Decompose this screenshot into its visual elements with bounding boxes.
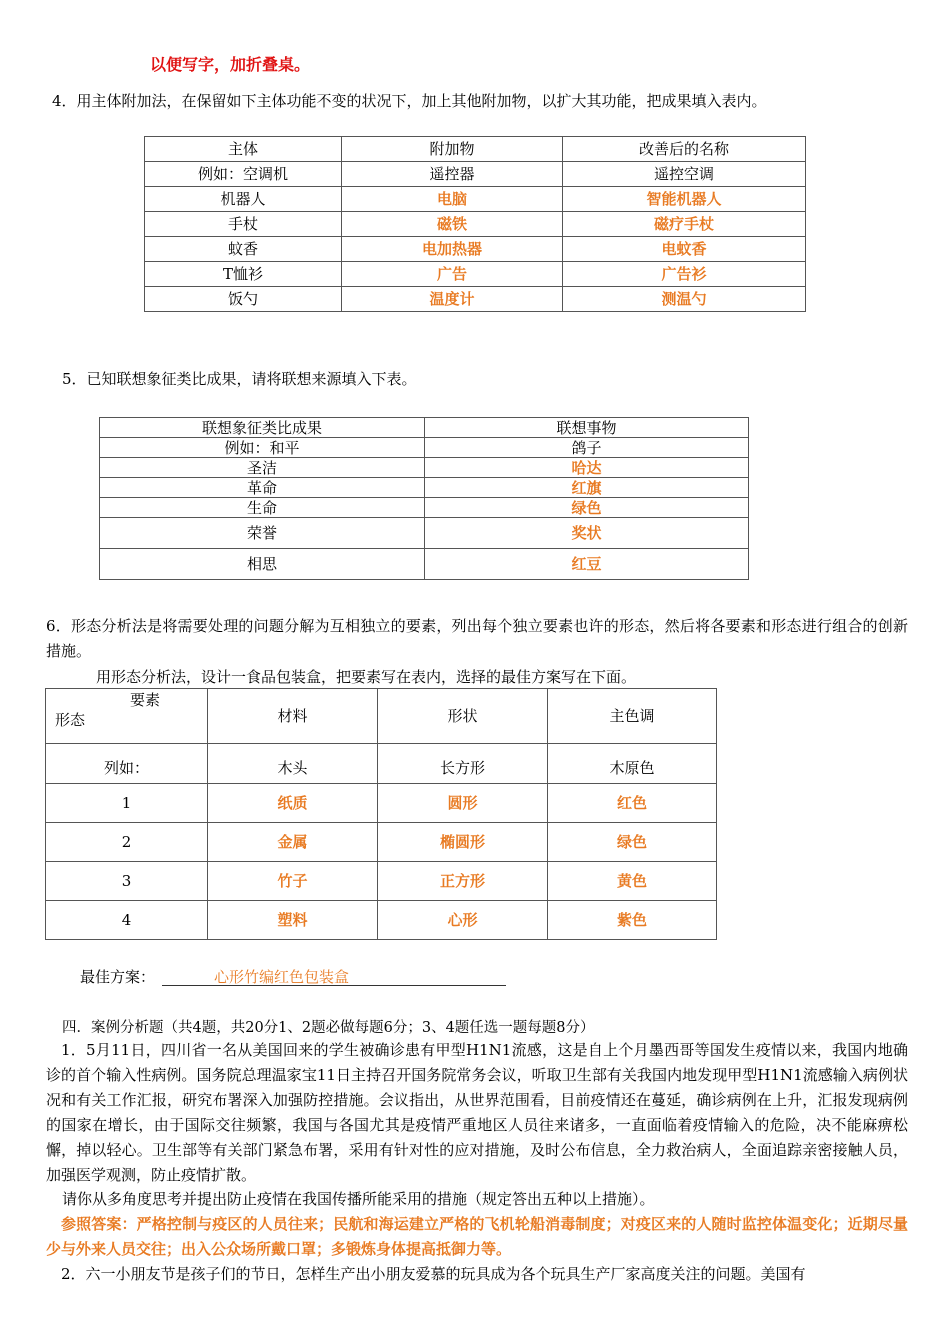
q5-answer-cell: 绿色	[425, 498, 749, 518]
q5-answer-cell: 哈达	[425, 458, 749, 478]
q4-answer-cell: 测温勺	[563, 287, 806, 312]
q5-row	[100, 549, 749, 580]
q4-row	[145, 212, 806, 237]
q4-cell: 遥控器	[342, 162, 563, 187]
q4-answer-cell: 磁疗手杖	[563, 212, 806, 237]
q6-answer-cell: 塑料	[208, 901, 378, 940]
q4-row	[145, 187, 806, 212]
q6-cell: 1	[46, 784, 208, 823]
q4-cell: 饭勺	[145, 287, 342, 312]
q6-answer-cell: 椭圆形	[378, 823, 548, 862]
q4-header-addon: 附加物	[342, 137, 563, 162]
q5-example-row	[100, 438, 749, 458]
q4-header-subject: 主体	[145, 137, 342, 162]
q5-cell: 生命	[100, 498, 425, 518]
q5-row	[100, 458, 749, 478]
q6-header-shape: 形状	[378, 689, 548, 744]
q4-answer-cell: 智能机器人	[563, 187, 806, 212]
q4-answer-cell: 磁铁	[342, 212, 563, 237]
q4-answer-cell: 广告	[342, 262, 563, 287]
q5-table	[99, 417, 749, 580]
q5-cell: 例如：和平	[100, 438, 425, 458]
best-plan-answer: 心形竹编红色包装盒	[214, 968, 350, 986]
q6-example-row	[46, 744, 717, 784]
section4-heading: 四．案例分析题（共4题，共20分1、2题必做每题6分；3、4题任选一题每题8分）	[62, 1020, 595, 1036]
q5-cell: 相思	[100, 549, 425, 580]
q6-row	[46, 862, 717, 901]
q6-answer-cell: 圆形	[378, 784, 548, 823]
q5-question: 5．已知联想象征类比成果，请将联想来源填入下表。	[62, 370, 417, 388]
top-line: 以便写字，加折叠桌。	[150, 55, 311, 74]
q4-row	[145, 237, 806, 262]
q6-answer-cell: 正方形	[378, 862, 548, 901]
q6-answer-cell: 心形	[378, 901, 548, 940]
q4-row	[145, 262, 806, 287]
q6-corner-forms: 形态	[55, 711, 86, 729]
q4-cell: 蚊香	[145, 237, 342, 262]
q4-row	[145, 287, 806, 312]
q5-answer-cell: 奖状	[425, 518, 749, 549]
q5-row	[100, 478, 749, 498]
q4-cell: 机器人	[145, 187, 342, 212]
q4-table	[144, 136, 806, 312]
q6-answer-cell: 金属	[208, 823, 378, 862]
q4-example-row	[145, 162, 806, 187]
q6-corner-cell	[46, 689, 208, 744]
q6-row	[46, 823, 717, 862]
q6-row	[46, 901, 717, 940]
q5-cell: 荣誉	[100, 518, 425, 549]
q6-cell: 长方形	[378, 744, 548, 784]
q4-cell: T恤衫	[145, 262, 342, 287]
q5-row	[100, 498, 749, 518]
q4-answer-cell: 电蚊香	[563, 237, 806, 262]
q6-row	[46, 784, 717, 823]
q6-answer-cell: 纸质	[208, 784, 378, 823]
q6-instruction: 用形态分析法，设计一食品包装盒，把要素写在表内，选择的最佳方案写在下面。	[96, 668, 637, 686]
q5-header-result: 联想象征类比成果	[100, 418, 425, 438]
case1-answer: 参照答案：严格控制与疫区的人员往来；民航和海运建立严格的飞机轮船消毒制度；对疫区来的人随时监控体温变化；近期尽量少与外来人员交往；出入公众场所戴口罩；多锻炼身体提高抵御力等。	[46, 1215, 908, 1258]
q5-answer-cell: 红旗	[425, 478, 749, 498]
best-plan-blank	[162, 966, 506, 986]
q4-question: 4．用主体附加法，在保留如下主体功能不变的状况下，加上其他附加物，以扩大其功能，把成果填入表内。	[52, 92, 767, 110]
q4-header-name: 改善后的名称	[563, 137, 806, 162]
q6-cell: 3	[46, 862, 208, 901]
q5-header-thing: 联想事物	[425, 418, 749, 438]
q6-cell: 2	[46, 823, 208, 862]
q6-cell: 4	[46, 901, 208, 940]
q6-answer-cell: 竹子	[208, 862, 378, 901]
q4-answer-cell: 电加热器	[342, 237, 563, 262]
q6-header-color: 主色调	[548, 689, 717, 744]
q5-row	[100, 518, 749, 549]
q6-header-material: 材料	[208, 689, 378, 744]
q5-answer-cell: 红豆	[425, 549, 749, 580]
q6-cell: 木原色	[548, 744, 717, 784]
q6-question: 6．形态分析法是将需要处理的问题分解为互相独立的要素，列出每个独立要素也许的形态，然后将各要素和形态进行组合的创新措施。	[46, 617, 908, 660]
q6-answer-cell: 紫色	[548, 901, 717, 940]
q6-answer-cell: 绿色	[548, 823, 717, 862]
q6-cell: 列如：	[46, 744, 208, 784]
q5-cell: 革命	[100, 478, 425, 498]
q6-table	[45, 688, 717, 940]
case2-paragraph: 2．六一小朋友节是孩子们的节日，怎样生产出小朋友爱慕的玩具成为各个玩具生产厂家高度关注的问题。美国有	[61, 1265, 806, 1283]
q6-answer-cell: 黄色	[548, 862, 717, 901]
q6-answer-cell: 红色	[548, 784, 717, 823]
q4-answer-cell: 温度计	[342, 287, 563, 312]
q4-cell: 例如：空调机	[145, 162, 342, 187]
best-plan-label: 最佳方案：	[80, 968, 156, 986]
q5-cell: 鸽子	[425, 438, 749, 458]
q4-answer-cell: 电脑	[342, 187, 563, 212]
q4-answer-cell: 广告衫	[563, 262, 806, 287]
q4-cell: 遥控空调	[563, 162, 806, 187]
q6-corner-elements: 要素	[130, 691, 161, 709]
q4-cell: 手杖	[145, 212, 342, 237]
q5-cell: 圣洁	[100, 458, 425, 478]
case1-question: 请你从多角度思考并提出防止疫情在我国传播所能采用的措施（规定答出五种以上措施）。	[62, 1190, 655, 1208]
q6-cell: 木头	[208, 744, 378, 784]
case1-paragraph: 1．5月11日，四川省一名从美国回来的学生被确诊患有甲型H1N1流感，这是自上个月墨西哥等国发生疫情以来，我国内地确诊的首个输入性病例。国务院总理温家宝11日主持召开国务院常务会议，听取卫生部有关我国内地发现甲型H1N1流感输入病例状况和有关工作汇报，研究布署深入加强防控措施。会议指出，从世界范围看，目前疫情还在蔓延，确诊病例在上升，汇报发现病例的国家在增长，由于国际交往频繁，我国与各国尤其是疫情严重地区人员往来诸多，一直面临着疫情输入的危险，决不能麻痹松懈，掉以轻心。卫生部等有关部门紧急布署，采用有针对性的应对措施，及时公布信息，全力救治病人，全面追踪亲密接触人员，加强医学观测，防止疫情扩散。	[46, 1041, 908, 1184]
